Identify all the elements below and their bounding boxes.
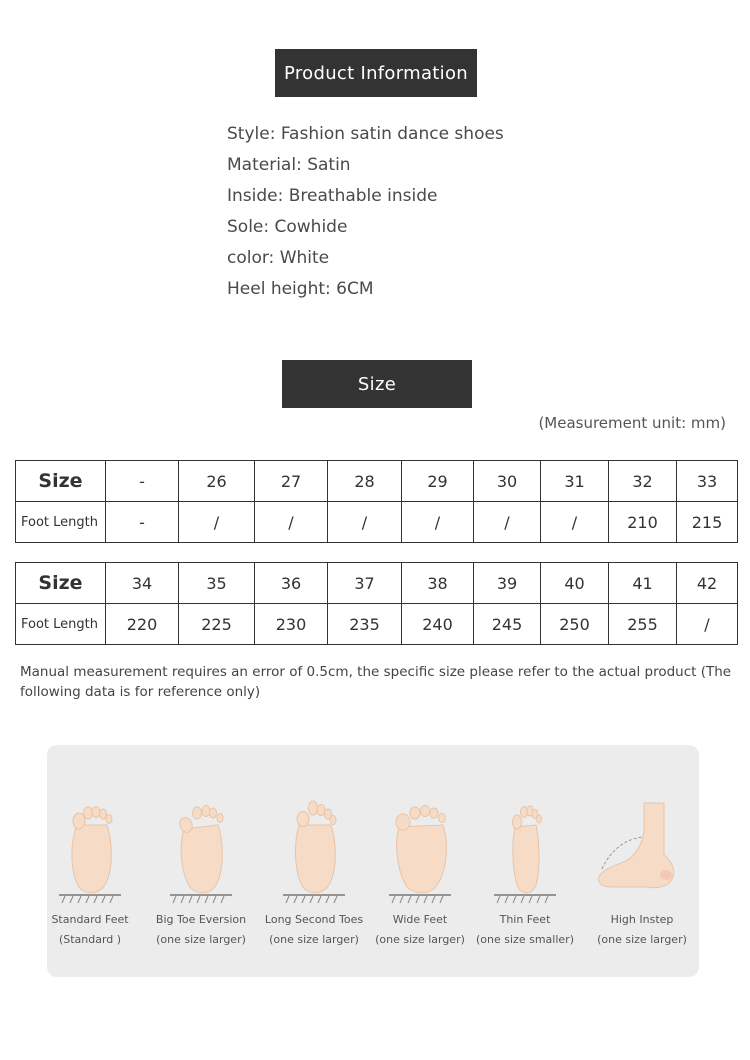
big-toe-foot-icon (166, 795, 236, 905)
size-cell: 36 (255, 563, 328, 604)
foot-length-row (16, 502, 738, 543)
foot-type-advice: (one size larger) (269, 933, 359, 946)
size-cell: 37 (328, 563, 402, 604)
foot-type-label: Thin Feet (499, 913, 551, 926)
size-cell: 39 (474, 563, 541, 604)
foot-type-standard (30, 795, 150, 946)
length-cell: 255 (609, 604, 677, 645)
foot-type-label: Big Toe Eversion (155, 913, 247, 926)
foot-type-advice: (one size smaller) (476, 933, 574, 946)
foot-type-long-second-toes (254, 795, 374, 946)
length-cell: 250 (541, 604, 609, 645)
size-cell: 34 (106, 563, 179, 604)
size-cell: 38 (402, 563, 474, 604)
high-instep-foot-icon (592, 795, 692, 905)
measurement-error-note: Manual measurement requires an error of 0.5cm, the specific size please refer to the actual product (The following data is for reference only) (20, 664, 732, 700)
size-cell: 32 (609, 461, 677, 502)
length-cell: - (106, 502, 179, 543)
foot-type-label: Wide Feet (392, 913, 448, 926)
info-inside: Inside: Breathable inside (227, 186, 438, 206)
long-second-toe-foot-icon (279, 795, 349, 905)
size-cell: 26 (179, 461, 255, 502)
measurement-unit-note: (Measurement unit: mm) (538, 414, 726, 432)
size-table-2 (15, 562, 738, 645)
size-cell: 30 (474, 461, 541, 502)
length-cell: / (255, 502, 328, 543)
size-cell: 31 (541, 461, 609, 502)
foot-length-row (16, 604, 738, 645)
product-info-list (227, 121, 504, 307)
size-cell: 33 (677, 461, 738, 502)
info-sole: Sole: Cowhide (227, 217, 348, 237)
size-cell: 27 (255, 461, 328, 502)
length-cell: 215 (677, 502, 738, 543)
size-cell: - (106, 461, 179, 502)
size-section-title: Size (282, 360, 472, 408)
length-cell: / (541, 502, 609, 543)
length-cell: 230 (255, 604, 328, 645)
foot-type-advice: (one size larger) (156, 933, 246, 946)
size-cell: 42 (677, 563, 738, 604)
foot-type-label: Long Second Toes (264, 913, 364, 926)
length-cell: / (179, 502, 255, 543)
length-cell: 210 (609, 502, 677, 543)
length-cell: / (474, 502, 541, 543)
thin-foot-icon (490, 795, 560, 905)
size-cell: 41 (609, 563, 677, 604)
size-row (16, 461, 738, 502)
foot-type-label: Standard Feet (51, 913, 129, 926)
foot-type-thin-feet (465, 795, 585, 946)
length-cell: / (402, 502, 474, 543)
size-cell: 35 (179, 563, 255, 604)
size-row-label: Size (16, 563, 106, 604)
info-material: Material: Satin (227, 155, 351, 175)
size-row-label: Size (16, 461, 106, 502)
length-cell: 225 (179, 604, 255, 645)
foot-type-high-instep (582, 795, 702, 946)
foot-type-big-toe-eversion (141, 795, 261, 946)
wide-foot-icon (385, 795, 455, 905)
foot-type-label: High Instep (610, 913, 674, 926)
foot-type-advice: (one size larger) (375, 933, 465, 946)
size-cell: 40 (541, 563, 609, 604)
product-info-title: Product Information (275, 49, 477, 97)
length-cell: 220 (106, 604, 179, 645)
length-cell: / (677, 604, 738, 645)
size-cell: 29 (402, 461, 474, 502)
size-row (16, 563, 738, 604)
info-style: Style: Fashion satin dance shoes (227, 124, 504, 144)
length-cell: 245 (474, 604, 541, 645)
size-cell: 28 (328, 461, 402, 502)
foot-type-advice: (Standard ) (58, 933, 122, 946)
standard-foot-icon (55, 795, 125, 905)
foot-type-advice: (one size larger) (597, 933, 687, 946)
length-cell: 235 (328, 604, 402, 645)
foot-length-label: Foot Length (16, 604, 106, 645)
size-table-1 (15, 460, 738, 543)
info-color: color: White (227, 248, 330, 268)
foot-length-label: Foot Length (16, 502, 106, 543)
length-cell: / (328, 502, 402, 543)
foot-type-wide-feet (360, 795, 480, 946)
foot-type-panel (47, 745, 699, 977)
info-heel-height: Heel height: 6CM (227, 279, 374, 299)
length-cell: 240 (402, 604, 474, 645)
